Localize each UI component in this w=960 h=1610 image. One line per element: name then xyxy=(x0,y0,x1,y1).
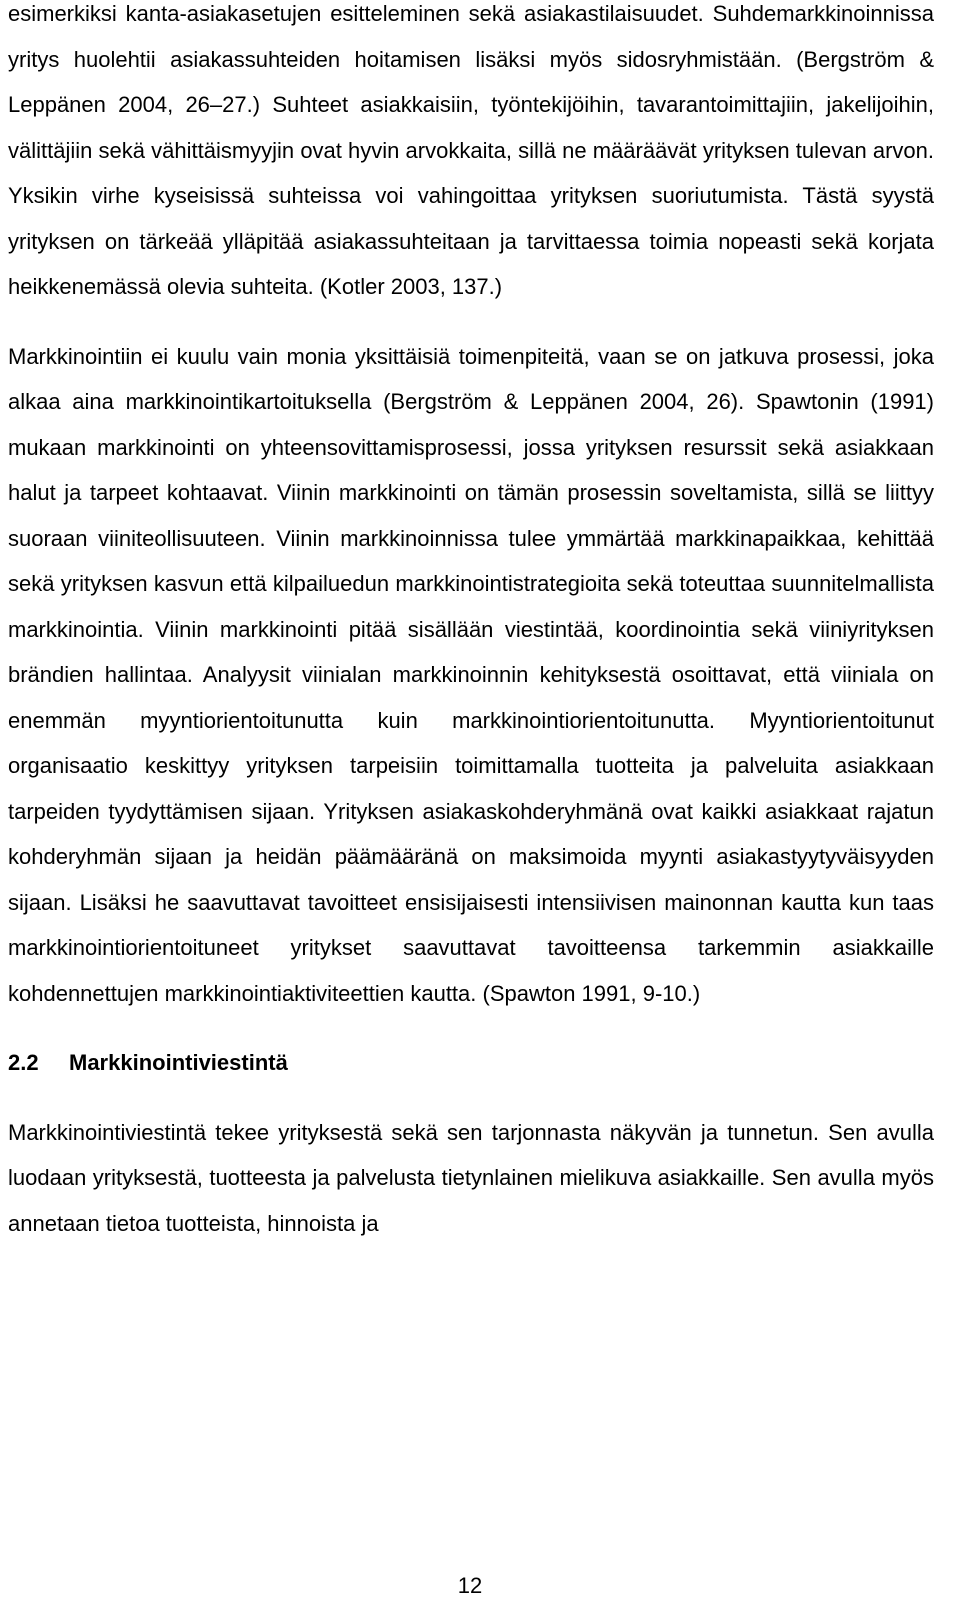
section-number: 2.2 xyxy=(8,1050,39,1075)
section-heading xyxy=(8,1040,934,1086)
document-page xyxy=(8,0,934,1246)
paragraph-relationship-marketing: esimerkiksi kanta-asiakasetujen esitteleminen sekä asiakastilaisuudet. Suhdemarkkinoinnissa yritys huolehtii asiakassuhteiden hoitamisen lisäksi myös sidosryhmistään. (Bergström & Leppänen 2004, 26–27.) Suhteet asiakkaisiin, työntekijöihin, tavarantoimittajiin, jakelijoihin, välittäjiin sekä vähittäismyyjin ovat hyvin arvokkaita, sillä ne määräävät yrityksen tulevan arvon. Yksikin virhe kyseisissä suhteissa voi vahingoittaa yrityksen suoriutumista. Tästä syystä yrityksen on tärkeää ylläpitää asiakassuhteitaan ja tarvittaessa toimia nopeasti sekä korjata heikkenemässä olevia suhteita. (Kotler 2003, 137.) xyxy=(8,1,934,299)
paragraph-spacer xyxy=(8,1016,934,1040)
paragraph-marketing-communication: Markkinointiviestintä tekee yrityksestä sekä sen tarjonnasta näkyvän ja tunnetun. Sen avulla luodaan yrityksestä, tuotteesta ja palvelusta tietynlainen mielikuva asiakkaille. Sen avulla myös annetaan tietoa tuotteista, hinnoista ja xyxy=(8,1119,934,1236)
paragraph-spacer xyxy=(8,310,934,334)
paragraph-wine-marketing: Markkinointiin ei kuulu vain monia yksittäisiä toimenpiteitä, vaan se on jatkuva prosessi, joka alkaa aina markkinointikartoituksella (Bergström & Leppänen 2004, 26). Spawtonin (1991) mukaan markkinointi on yhteensovittamisprosessi, jossa yrityksen resurssit sekä asiakkaan halut ja tarpeet kohtaavat. Viinin markkinointi on tämän prosessin soveltamista, sillä se liittyy suoraan viiniteollisuuteen. Viinin markkinoinnissa tulee ymmärtää markkinapaikkaa, kehittää sekä yrityksen kasvun että kilpailuedun markkinointistrategioita sekä toteuttaa suunnitelmallista markkinointia. Viinin markkinointi pitää sisällään viestintää, koordinointia sekä viiniyrityksen brändien hallintaa. Analyysit viinialan markkinoinnin kehityksestä osoittavat, että viiniala on enemmän myyntiorientoitunutta kuin markkinointiorientoitunutta. Myyntiorientoitunut organisaatio keskittyy yrityksen tarpeisiin toimittamalla tuotteita ja palveluita asiakkaan tarpeiden tyydyttämisen sijaan. Yrityksen asiakaskohderyhmänä ovat kaikki asiakkaat rajatun kohderyhmän sijaan ja heidän päämääränä on maksimoida myynti asiakastyytyväisyyden sijaan. Lisäksi he saavuttavat tavoitteet ensisijaisesti intensiivisen mainonnan kautta kun taas markkinointiorientoituneet yritykset saavuttavat tavoitteensa tarkemmin asiakkaille kohdennettujen markkinointiaktiviteettien kautta. (Spawton 1991, 9-10.) xyxy=(8,343,934,1006)
page-number: 12 xyxy=(457,1573,483,1598)
paragraph-spacer xyxy=(8,1086,934,1110)
section-title: Markkinointiviestintä xyxy=(69,1050,288,1075)
